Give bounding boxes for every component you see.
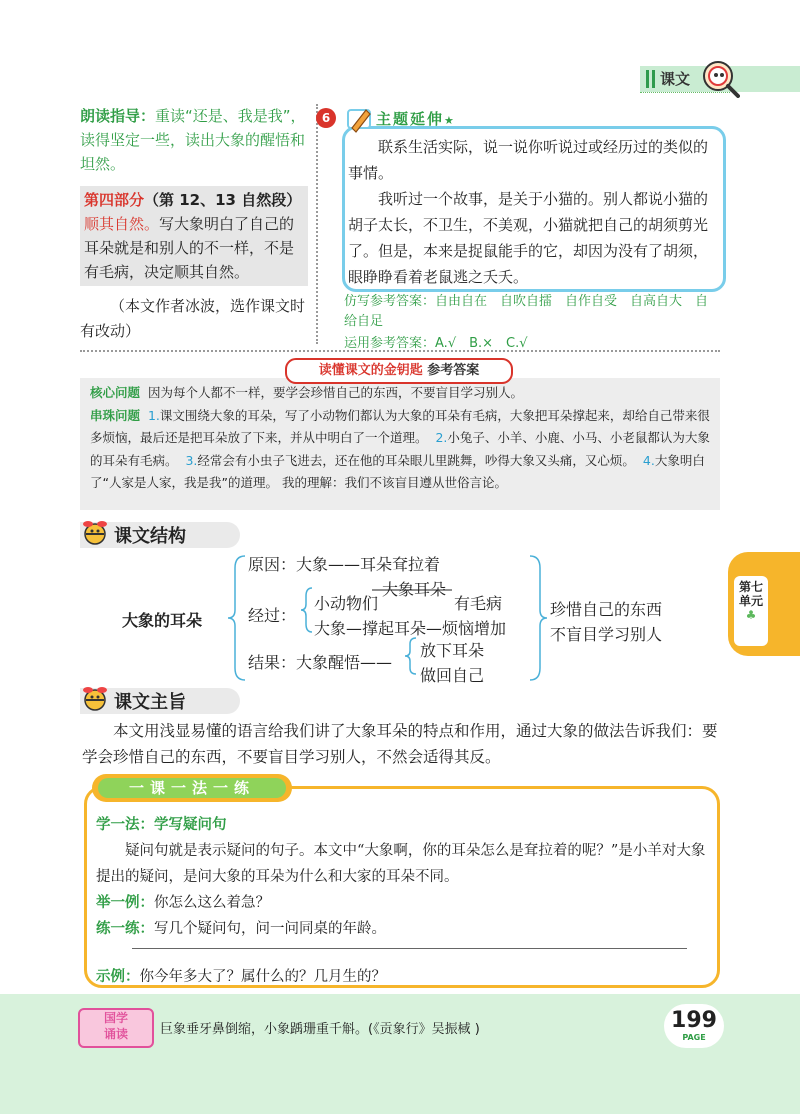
reading-guide-text: 重读“还是、我是我”，读得坚定一些，读出大象的醒悟和坦然。 xyxy=(80,107,306,173)
imitate-answer xyxy=(344,292,720,332)
chain-label: 串珠问题 xyxy=(90,407,141,423)
answer-text-1: 课文围绕大象的耳朵，写了小动物们都认为大象的耳朵有毛病，大象把耳朵撑起来，却给自己带来很多烦恼，最后还是把耳朵放了下来，并从中明白了一个道理。 xyxy=(90,407,710,445)
structure-cause: 原因：大象——耳朵耷拉着 xyxy=(248,555,441,574)
answer-text-4b: 我的理解：我们不该盲目遵从世俗言论。 xyxy=(281,475,507,490)
structure-conclusion-1: 珍惜自己的东西 xyxy=(550,600,663,619)
footer-badge xyxy=(78,1008,154,1048)
answer-text-2: 小兔子、小羊、小鹿、小马、小老鼠都认为大象的耳朵有毛病。 xyxy=(90,430,710,468)
answers-title xyxy=(285,358,513,384)
example-text: 你怎么这么着急？ xyxy=(154,895,270,911)
brace-main xyxy=(228,556,245,680)
theme-text xyxy=(348,134,712,290)
summary-text xyxy=(82,718,722,770)
part4-title: 第四部分 xyxy=(84,191,145,209)
learn-text: 疑问句就是表示疑问的句子。本文中“大象啊，你的耳朵怎么是耷拉着的呢？”是小羊对大象提出的疑问，是问大象的耳朵为什么和大家的耳朵不同。 xyxy=(96,843,706,885)
structure-result-label: 结果：大象醒悟—— xyxy=(248,653,393,672)
reading-guide-label: 朗读指导： xyxy=(80,107,156,125)
core-text: 因为每个人都不一样，要学会珍惜自己的东西，不要盲目学习别人。 xyxy=(147,385,523,400)
usage-answers: A.√ B.× C.√ xyxy=(435,336,528,351)
theme-title-b: 延伸 xyxy=(410,110,445,128)
unit-line-1: 第七 xyxy=(738,580,763,594)
unit-tab-label xyxy=(734,576,768,646)
answer-text-3: 经常会有小虫子飞进去，还在他的耳朵眼儿里跳舞，吵得大象又头痛，又心烦。 xyxy=(197,452,635,468)
page-number: 199 xyxy=(671,1008,717,1033)
section-divider xyxy=(80,350,720,352)
example-label: 举一例： xyxy=(96,895,154,911)
star-icon: ★ xyxy=(444,114,456,127)
unit-line-2: 单元 xyxy=(738,594,763,608)
brace-process xyxy=(301,588,312,632)
brace-result xyxy=(405,638,416,674)
structure-process-label: 经过： xyxy=(248,606,297,625)
section-number: 6 xyxy=(316,108,336,128)
practice-label: 练一练： xyxy=(96,921,154,937)
footer-badge-2: 诵读 xyxy=(103,1027,128,1041)
answer-num-3: 3. xyxy=(185,452,198,468)
page-word: PAGE xyxy=(682,1033,706,1042)
part4-range: （第 12、13 自然段） xyxy=(144,191,302,209)
header-mark xyxy=(652,70,655,88)
structure-result-2: 做回自己 xyxy=(420,666,485,685)
footer-badge-1: 国学 xyxy=(103,1011,128,1025)
learn-label: 学一法：学写疑问句 xyxy=(96,817,227,833)
structure-process-2: 大象—撑起耳朵—烦恼增加 xyxy=(314,619,507,638)
theme-story: 我听过一个故事，是关于小猫的。别人都说小猫的胡子太长，不卫生，不美观，小猫就把自己的胡须剪光了。但是，本来是捉鼠能手的它，却因为没有了胡须，眼睁睁看着老鼠逃之夭夭。 xyxy=(348,190,709,286)
theme-title-a: 主题 xyxy=(376,110,411,128)
theme-prompt: 联系生活实际，说一说你听说过或经历过的类似的事情。 xyxy=(348,138,709,182)
part4-summary-red: 顺其自然。 xyxy=(84,215,160,233)
structure-process-1b: 大象耳朵 xyxy=(382,580,447,599)
reading-guide xyxy=(80,104,310,176)
practice-text: 写几个疑问句，问一问同桌的年龄。 xyxy=(154,921,386,937)
usage-label: 运用参考答案： xyxy=(344,336,436,351)
column-divider xyxy=(316,104,318,344)
answers-title-black: 参考答案 xyxy=(427,363,480,378)
answer-writing-line[interactable] xyxy=(132,948,687,949)
part4-summary: 写大象明白了自己的耳朵就是和别人的不一样，不是有毛病，决定顺其自然。 xyxy=(84,215,295,281)
brace-conclusion xyxy=(530,556,547,680)
usage-answer xyxy=(344,332,528,351)
sample-text: 你今年多大了？属什么的？几月生的？ xyxy=(139,969,386,985)
lesson-tab-label: 一课一法一练 xyxy=(98,778,286,798)
mascot-magnifier-icon xyxy=(700,58,740,98)
structure-root: 大象的耳朵 xyxy=(122,611,203,630)
header-label: 课文 xyxy=(660,70,691,88)
header-mark xyxy=(646,70,649,88)
answer-num-4: 4. xyxy=(642,452,655,468)
footer-quote: 巨象垂牙鼻倒缩，小象踽珊重千斛。(《贡象行》吴振棫 ) xyxy=(160,1022,480,1037)
summary-paragraph: 本文用浅显易懂的语言给我们讲了大象耳朵的特点和作用，通过大象的做法告诉我们：要学会珍惜自己的东西，不要盲目学习别人，不然会适得其反。 xyxy=(82,722,718,766)
imitate-label: 仿写参考答案： xyxy=(344,294,436,309)
imitate-answers: 自由自在 自吹自擂 自作自受 自高自大 自给自足 xyxy=(344,294,709,329)
structure-heading: 课文结构 xyxy=(114,526,186,547)
answer-text-4: 大象明白了“人家是人家，我是我”的道理。 xyxy=(90,452,705,490)
source-note: （本文作者冰波，选作课文时有改动） xyxy=(80,297,306,340)
structure-result-1: 放下耳朵 xyxy=(420,641,485,660)
lesson-text xyxy=(96,808,706,990)
pencil-icon xyxy=(344,104,374,134)
answers-title-red: 读懂课文的金钥匙 xyxy=(318,363,423,378)
theme-title xyxy=(376,108,456,129)
answer-num-2: 2. xyxy=(435,430,448,445)
bee-icon xyxy=(80,684,110,714)
core-label: 核心问题 xyxy=(90,385,141,400)
answers-text xyxy=(90,382,714,495)
sample-label: 示例： xyxy=(96,969,140,985)
bee-icon xyxy=(80,518,110,548)
summary-heading: 课文主旨 xyxy=(114,692,186,713)
structure-process-1a: 小动物们 xyxy=(314,594,379,613)
page-number-badge xyxy=(664,1004,724,1048)
part4-box xyxy=(80,186,308,286)
answer-num-1: 1. xyxy=(147,407,160,423)
clover-icon: ♣ xyxy=(745,608,757,622)
structure-process-1c: 有毛病 xyxy=(454,594,503,613)
structure-conclusion-2: 不盲目学习别人 xyxy=(550,625,663,644)
